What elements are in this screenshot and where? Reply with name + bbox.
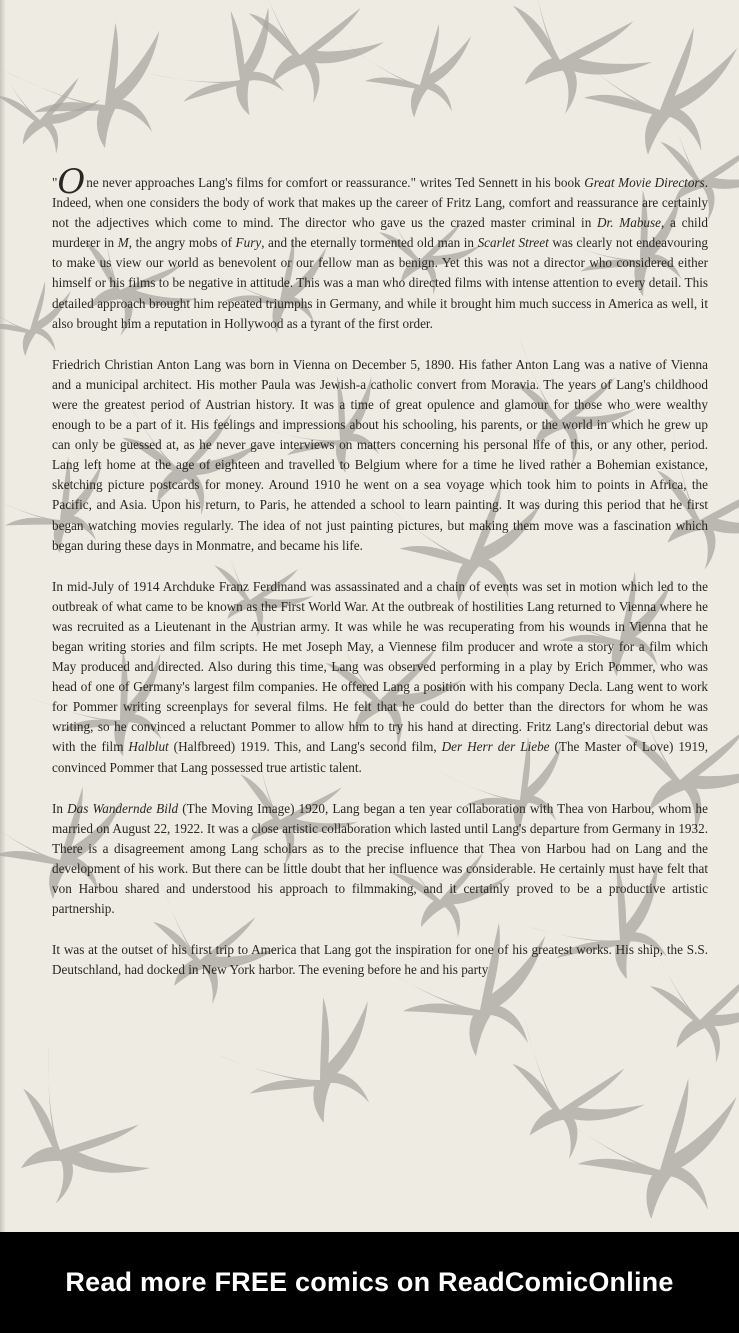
italic-title: Das Wandernde Bild [67, 800, 179, 816]
text-run: (Halfbreed) 1919. This, and Lang's second film, [168, 739, 442, 755]
paragraph-3 [52, 577, 708, 778]
italic-title: Great Movie Directors [584, 175, 705, 190]
italic-title: Scarlet Street [477, 235, 549, 251]
italic-title: Halblut [128, 739, 169, 755]
bird-shape [478, 1016, 657, 1178]
italic-title: M [117, 235, 129, 251]
bird-shape [563, 15, 739, 172]
paragraph-1 [52, 162, 709, 334]
text-run: , the angry mobs of [128, 235, 236, 251]
paragraph-5 [52, 940, 708, 980]
bird-shape [470, 0, 667, 139]
bird-shape [2, 3, 196, 178]
italic-title: Der Herr der Liebe [441, 739, 550, 755]
drop-cap-letter: O [57, 162, 86, 202]
text-run: In [52, 800, 68, 816]
text-run: , a child murderer in [52, 215, 708, 251]
bird-shape [0, 1042, 170, 1232]
text-run: was clearly not endeavouring to make us view our world as benevolent or our fellow man as benign. Yet this was not a director who considered either himself or his films to be negative in attitude. This was a man who directed films with intense attention to every detail. This detailed approach brought him repeated triumphs in Germany, and while it brought him much success in America as well, it also brought him a reputation in Hollywood as a tyrant of the first order. [52, 235, 709, 331]
article-body [52, 162, 709, 1000]
text-run: Friedrich Christian Anton Lang was born in Vienna on December 5, 1890. His father Anton Lang was a native of Vienna and a municipal architect. His mother Paula was Jewish-a catholic convert from Moravia. The years of Lang's childhood were the greatest period of Austrian history. It was a time of great opulence and glamour for those who were wealthy enough to be a part of it. His feelings and impressions about his schooling, his parents, or the world in which he grew up can only be guessed at, as he never gave interviews on matters concerning his personal life of this, or any other, period. Lang left home at the age of eighteen and travelled to Belgium where for a time he lived rather a Bohemian existance, sketching picture postcards for money. Around 1910 he went on a sea voyage which took him to points in Africa, the Pacific, and Asia. Upon his return, to Paris, he attended a school to learn painting. It was during this period that he first began watching movies regularly. The idea of not just painting pictures, but making them move was a fascination which began during these days in Monmatre, and became his life. [52, 356, 708, 553]
promo-banner-text[interactable]: Read more FREE comics on ReadComicOnline [65, 1267, 674, 1297]
text-run: . Indeed, when one considers the body of work that makes up the career of Fritz Lang, comfort and reassurance are certainly not the adjectives which come to mind. The director who gave us the crazed master criminal in [52, 175, 708, 231]
paragraph-4 [52, 799, 708, 920]
bird-shape [347, 13, 489, 133]
text-run: It was at the outset of his first trip to America that Lang got the inspiration for one of his greatest works. His ship, the S.S. Deutschland, had docked in New York harbor. The evening before he and his party [52, 942, 708, 978]
text-run: " [52, 175, 58, 190]
text-run: ne never approaches Lang's films for comfort or reassurance." writes Ted Sennett in his book [86, 175, 585, 190]
text-run: , and the eternally tormented old man in [261, 235, 478, 251]
bird-shape [148, 0, 316, 151]
bird-shape [215, 974, 412, 1157]
bird-shape [551, 1062, 739, 1232]
text-run: In mid-July of 1914 Archduke Franz Ferdinand was assassinated and a chain of events was set in motion which led to the outbreak of what came to be known as the First World War. At the outbreak of hostilities Lang returned to Vienna where he was recruited as a Lieutenant in the Austrian army. It was while he was recuperating from his wounds in Vienna that he began writing stories and film scripts. He met Joseph May, a Viennese film producer and wrote a story for a film which May produced and directed. Also during this time, Lang was observed performing in a play by Erich Pommer, who was head of one of Germany's largest film companies. He offered Lang a position with his company Decla. Lang went to work for Pommer writing screenplays for several films. He felt that he could do better than the directors for whom he was writing, so he convinced a reluctant Pommer to allow him to try his hand at directing. Fritz Lang's directorial debut was with the film [52, 578, 708, 755]
promo-banner[interactable] [0, 1232, 739, 1333]
italic-title: Dr. Mabuse [597, 215, 661, 231]
italic-title: Fury [235, 235, 262, 251]
bird-shape [0, 59, 104, 160]
text-run: (The Moving Image) 1920, Lang began a ten year collaboration with Thea von Harbou, whom he married on August 22, 1922. It was a close artistic collaboration which lasted until Lang's departure from Germany in 1932. There is a disagreement among Lang scholars as to the precise influence that Thea von Harbou had on Lang and the development of his work. But there can be little doubt that her influence was considerable. He certainly must have felt that von Harbou shared and understood his approach to filmmaking, and it certainly proved to be a productive artistic partnership. [52, 800, 708, 917]
text-run: (The Master of Love) 1919, convinced Pommer that Lang possessed true artistic talent. [52, 739, 709, 775]
paragraph-2 [52, 355, 708, 556]
